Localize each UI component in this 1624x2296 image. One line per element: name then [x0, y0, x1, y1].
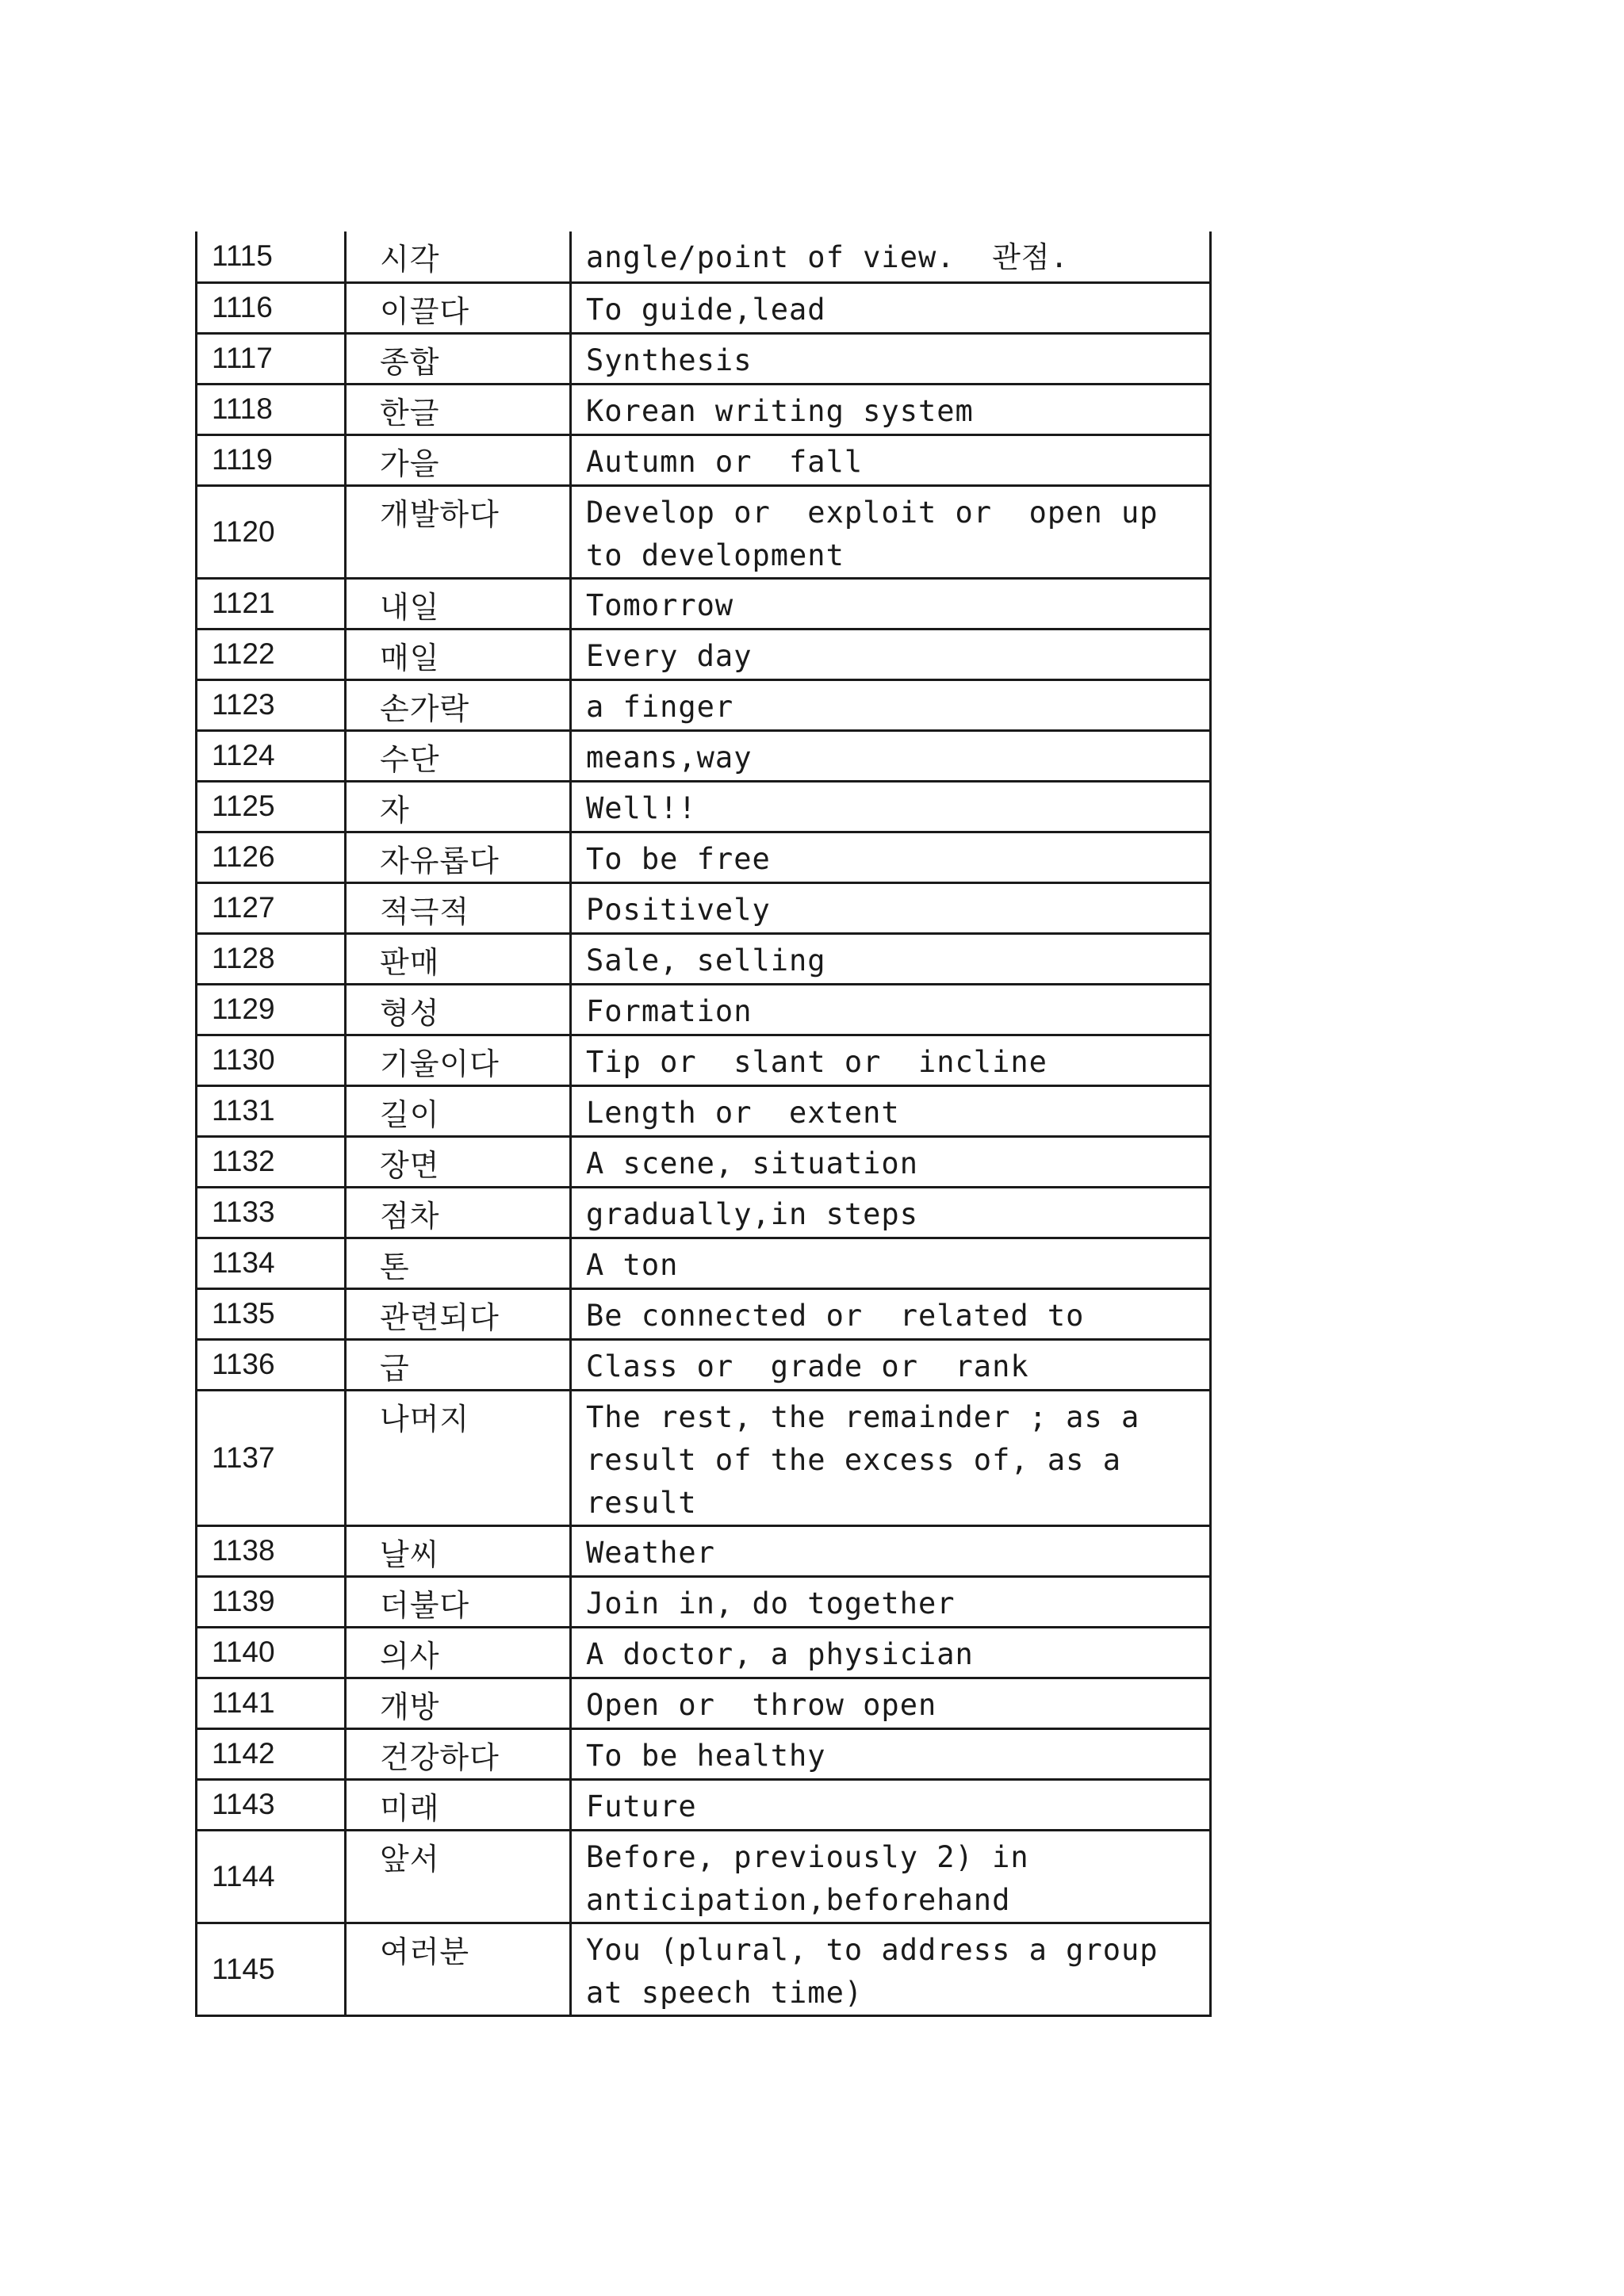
english-meaning: means,way	[571, 730, 1211, 781]
korean-word: 가을	[346, 434, 571, 485]
english-meaning: A ton	[571, 1238, 1211, 1288]
entry-number: 1145	[197, 1923, 346, 2015]
korean-word: 적극적	[346, 882, 571, 933]
english-meaning: To guide,lead	[571, 282, 1211, 333]
entry-number: 1121	[197, 578, 346, 629]
english-meaning: To be healthy	[571, 1728, 1211, 1779]
korean-word: 자	[346, 781, 571, 832]
table-row	[197, 282, 1211, 333]
korean-word: 시각	[346, 232, 571, 282]
english-meaning: To be free	[571, 832, 1211, 882]
entry-number: 1139	[197, 1576, 346, 1627]
table-row	[197, 1035, 1211, 1085]
table-row	[197, 1339, 1211, 1390]
english-meaning: Autumn or fall	[571, 434, 1211, 485]
korean-word: 종합	[346, 333, 571, 384]
korean-word: 앞서	[346, 1830, 571, 1923]
table-row	[197, 730, 1211, 781]
korean-word: 급	[346, 1339, 571, 1390]
entry-number: 1126	[197, 832, 346, 882]
english-meaning: Be connected or related to	[571, 1288, 1211, 1339]
entry-number: 1134	[197, 1238, 346, 1288]
english-meaning: The rest, the remainder ; as a result of the excess of, as a result	[571, 1390, 1211, 1525]
entry-number: 1122	[197, 629, 346, 679]
english-meaning: Before, previously 2) in anticipation,beforehand	[571, 1830, 1211, 1923]
entry-number: 1135	[197, 1288, 346, 1339]
korean-word: 점차	[346, 1187, 571, 1238]
english-meaning: Length or extent	[571, 1085, 1211, 1136]
entry-number: 1138	[197, 1525, 346, 1576]
entry-number: 1117	[197, 333, 346, 384]
english-meaning: Join in, do together	[571, 1576, 1211, 1627]
entry-number: 1125	[197, 781, 346, 832]
english-meaning: Every day	[571, 629, 1211, 679]
table-row	[197, 434, 1211, 485]
korean-word: 기울이다	[346, 1035, 571, 1085]
entry-number: 1116	[197, 282, 346, 333]
english-meaning: A scene, situation	[571, 1136, 1211, 1187]
korean-word: 개발하다	[346, 485, 571, 578]
table-row	[197, 1728, 1211, 1779]
table-row	[197, 1085, 1211, 1136]
korean-word: 매일	[346, 629, 571, 679]
english-meaning: You (plural, to address a group at speech time)	[571, 1923, 1211, 2015]
entry-number: 1130	[197, 1035, 346, 1085]
table-row	[197, 485, 1211, 578]
entry-number: 1128	[197, 933, 346, 984]
korean-word: 나머지	[346, 1390, 571, 1525]
entry-number: 1137	[197, 1390, 346, 1525]
table-row	[197, 1830, 1211, 1923]
table-row	[197, 1627, 1211, 1678]
table-row	[197, 1187, 1211, 1238]
korean-word: 이끌다	[346, 282, 571, 333]
entry-number: 1142	[197, 1728, 346, 1779]
entry-number: 1136	[197, 1339, 346, 1390]
entry-number: 1127	[197, 882, 346, 933]
english-meaning: gradually,in steps	[571, 1187, 1211, 1238]
table-row	[197, 1238, 1211, 1288]
entry-number: 1133	[197, 1187, 346, 1238]
table-row	[197, 933, 1211, 984]
table-row	[197, 629, 1211, 679]
korean-word: 날씨	[346, 1525, 571, 1576]
korean-word: 장면	[346, 1136, 571, 1187]
korean-word: 더불다	[346, 1576, 571, 1627]
english-meaning: Korean writing system	[571, 384, 1211, 434]
english-meaning: Synthesis	[571, 333, 1211, 384]
korean-word: 미래	[346, 1779, 571, 1830]
entry-number: 1143	[197, 1779, 346, 1830]
table-row	[197, 384, 1211, 434]
vocabulary-table	[195, 232, 1212, 2017]
table-row	[197, 1923, 1211, 2015]
entry-number: 1141	[197, 1678, 346, 1728]
english-meaning: a finger	[571, 679, 1211, 730]
entry-number: 1118	[197, 384, 346, 434]
english-meaning: Well!!	[571, 781, 1211, 832]
entry-number: 1131	[197, 1085, 346, 1136]
korean-word: 건강하다	[346, 1728, 571, 1779]
korean-word: 손가락	[346, 679, 571, 730]
table-row	[197, 1525, 1211, 1576]
korean-word: 자유롭다	[346, 832, 571, 882]
english-meaning: angle/point of view. 관점.	[571, 232, 1211, 282]
table-row	[197, 232, 1211, 282]
entry-number: 1124	[197, 730, 346, 781]
entry-number: 1140	[197, 1627, 346, 1678]
english-meaning: Sale, selling	[571, 933, 1211, 984]
korean-word: 관련되다	[346, 1288, 571, 1339]
english-meaning: Tip or slant or incline	[571, 1035, 1211, 1085]
table-row	[197, 781, 1211, 832]
korean-word: 형성	[346, 984, 571, 1035]
entry-number: 1115	[197, 232, 346, 282]
english-meaning: Positively	[571, 882, 1211, 933]
korean-word: 여러분	[346, 1923, 571, 2015]
korean-word: 길이	[346, 1085, 571, 1136]
table-row	[197, 1288, 1211, 1339]
entry-number: 1132	[197, 1136, 346, 1187]
table-row	[197, 578, 1211, 629]
entry-number: 1129	[197, 984, 346, 1035]
entry-number: 1120	[197, 485, 346, 578]
english-meaning: Formation	[571, 984, 1211, 1035]
table-row	[197, 882, 1211, 933]
table-row	[197, 1779, 1211, 1830]
english-meaning: Open or throw open	[571, 1678, 1211, 1728]
table-row	[197, 1576, 1211, 1627]
english-meaning: Tomorrow	[571, 578, 1211, 629]
english-meaning: Weather	[571, 1525, 1211, 1576]
english-meaning: Develop or exploit or open up to development	[571, 485, 1211, 578]
table-row	[197, 1390, 1211, 1525]
entry-number: 1119	[197, 434, 346, 485]
table-row	[197, 1678, 1211, 1728]
korean-word: 판매	[346, 933, 571, 984]
table-row	[197, 1136, 1211, 1187]
english-meaning: Class or grade or rank	[571, 1339, 1211, 1390]
entry-number: 1144	[197, 1830, 346, 1923]
entry-number: 1123	[197, 679, 346, 730]
korean-word: 내일	[346, 578, 571, 629]
korean-word: 의사	[346, 1627, 571, 1678]
korean-word: 개방	[346, 1678, 571, 1728]
table-row	[197, 679, 1211, 730]
english-meaning: Future	[571, 1779, 1211, 1830]
korean-word: 한글	[346, 384, 571, 434]
table-row	[197, 984, 1211, 1035]
table-row	[197, 832, 1211, 882]
english-meaning: A doctor, a physician	[571, 1627, 1211, 1678]
table-row	[197, 333, 1211, 384]
korean-word: 톤	[346, 1238, 571, 1288]
korean-word: 수단	[346, 730, 571, 781]
